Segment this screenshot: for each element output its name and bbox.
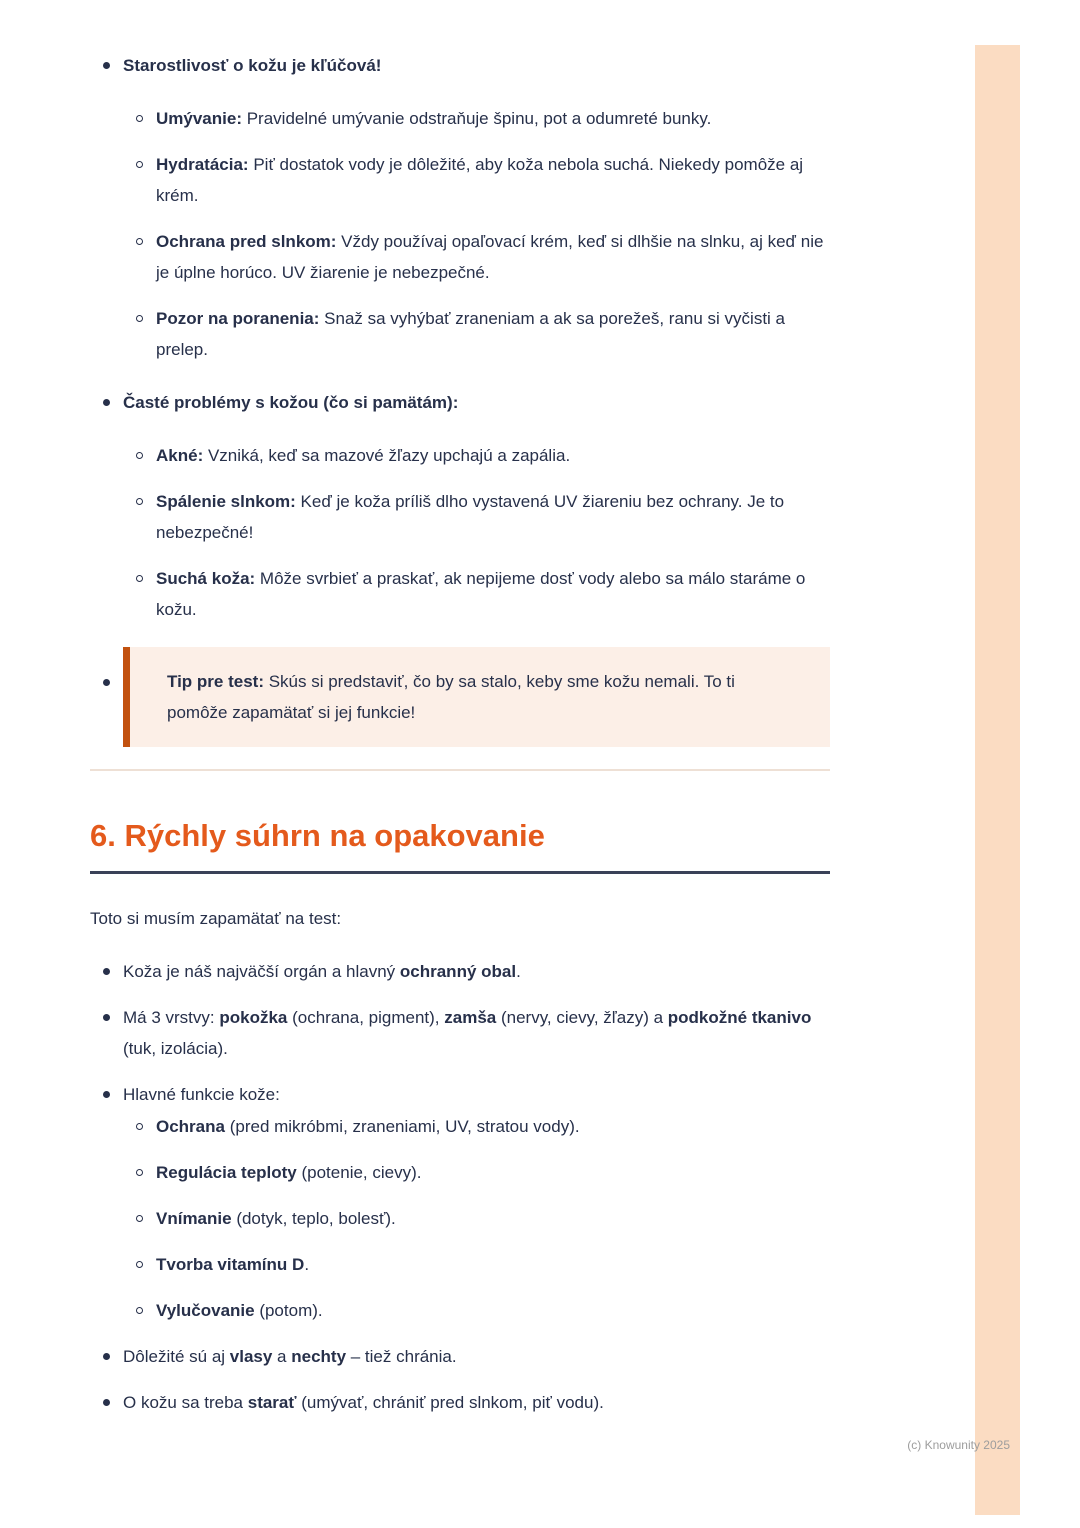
list-item-text: Dôležité sú aj vlasy a nechty – tiež chránia. bbox=[123, 1347, 457, 1366]
list-item bbox=[123, 563, 830, 625]
list-item-text: Hydratácia: Piť dostatok vody je dôležité, aby koža nebola suchá. Niekedy pomôže aj krém. bbox=[156, 155, 804, 205]
problems-title: Časté problémy s kožou (čo si pamätám): bbox=[123, 393, 459, 412]
list-item bbox=[90, 1079, 830, 1326]
list-item-text: Akné: Vzniká, keď sa mazové žľazy upchajú a zapália. bbox=[156, 446, 571, 465]
care-title: Starostlivosť o kožu je kľúčová! bbox=[123, 56, 382, 75]
list-item bbox=[123, 303, 830, 365]
problems-sublist bbox=[123, 440, 830, 625]
list-item-text: O kožu sa treba starať (umývať, chrániť pred slnkom, piť vodu). bbox=[123, 1393, 604, 1412]
section-heading: 6. Rýchly súhrn na opakovanie bbox=[90, 818, 545, 853]
summary-intro: Toto si musím zapamätať na test: bbox=[90, 909, 342, 928]
care-sublist bbox=[123, 103, 830, 365]
list-item-text: Tvorba vitamínu D. bbox=[156, 1255, 310, 1274]
problems-block bbox=[90, 387, 830, 625]
list-item bbox=[123, 1249, 830, 1280]
tip-callout bbox=[90, 647, 830, 747]
list-item-text: Suchá koža: Môže svrbieť a praskať, ak nepijeme dosť vody alebo sa málo staráme o kožu. bbox=[156, 569, 806, 619]
list-item-text: Vnímanie (dotyk, teplo, bolesť). bbox=[156, 1209, 396, 1228]
care-block bbox=[90, 50, 830, 365]
notes-list bbox=[90, 50, 830, 747]
list-item bbox=[90, 1002, 830, 1064]
list-item bbox=[90, 956, 830, 987]
list-item bbox=[123, 486, 830, 548]
heading-underline bbox=[90, 871, 830, 874]
list-item-text: Spálenie slnkom: Keď je koža príliš dlho vystavená UV žiareniu bez ochrany. Je to nebezpečné! bbox=[156, 492, 785, 542]
list-item bbox=[90, 1387, 830, 1418]
list-item-text: Pozor na poranenia: Snaž sa vyhýbať zraneniam a ak sa porežeš, ranu si vyčisti a prelep. bbox=[156, 309, 786, 359]
section-divider bbox=[90, 769, 830, 771]
list-item-text: Regulácia teploty (potenie, cievy). bbox=[156, 1163, 422, 1182]
list-item bbox=[123, 1295, 830, 1326]
tip-text: Tip pre test: Skús si predstaviť, čo by sa stalo, keby sme kožu nemali. To ti pomôže zapamätať si jej funkcie! bbox=[167, 672, 735, 722]
list-item bbox=[123, 226, 830, 288]
copyright-footer: (c) Knowunity 2025 bbox=[907, 1438, 1010, 1452]
list-item-text: Umývanie: Pravidelné umývanie odstraňuje špinu, pot a odumreté bunky. bbox=[156, 109, 712, 128]
tip-box bbox=[123, 647, 830, 747]
list-item bbox=[123, 103, 830, 134]
list-item-text: Má 3 vrstvy: pokožka (ochrana, pigment), zamša (nervy, cievy, žľazy) a podkožné tkanivo (tuk, izolácia). bbox=[123, 1008, 812, 1058]
list-item bbox=[123, 1203, 830, 1234]
page-content bbox=[90, 50, 830, 1433]
list-item bbox=[90, 1341, 830, 1372]
list-item bbox=[123, 440, 830, 471]
list-item-text: Koža je náš najväčší orgán a hlavný ochranný obal. bbox=[123, 962, 521, 981]
list-item bbox=[123, 1111, 830, 1142]
page-edge-stripe bbox=[975, 45, 1020, 1515]
summary-list bbox=[90, 956, 830, 1418]
list-item-text: Ochrana pred slnkom: Vždy používaj opaľovací krém, keď si dlhšie na slnku, aj keď nie je úplne horúco. UV žiarenie je nebezpečné. bbox=[156, 232, 824, 282]
list-item-text: Vylučovanie (potom). bbox=[156, 1301, 323, 1320]
list-item-text: Hlavné funkcie kože: bbox=[123, 1085, 280, 1104]
list-item bbox=[123, 149, 830, 211]
list-item bbox=[123, 1157, 830, 1188]
functions-sublist bbox=[123, 1111, 830, 1326]
list-item-text: Ochrana (pred mikróbmi, zraneniami, UV, stratou vody). bbox=[156, 1117, 580, 1136]
